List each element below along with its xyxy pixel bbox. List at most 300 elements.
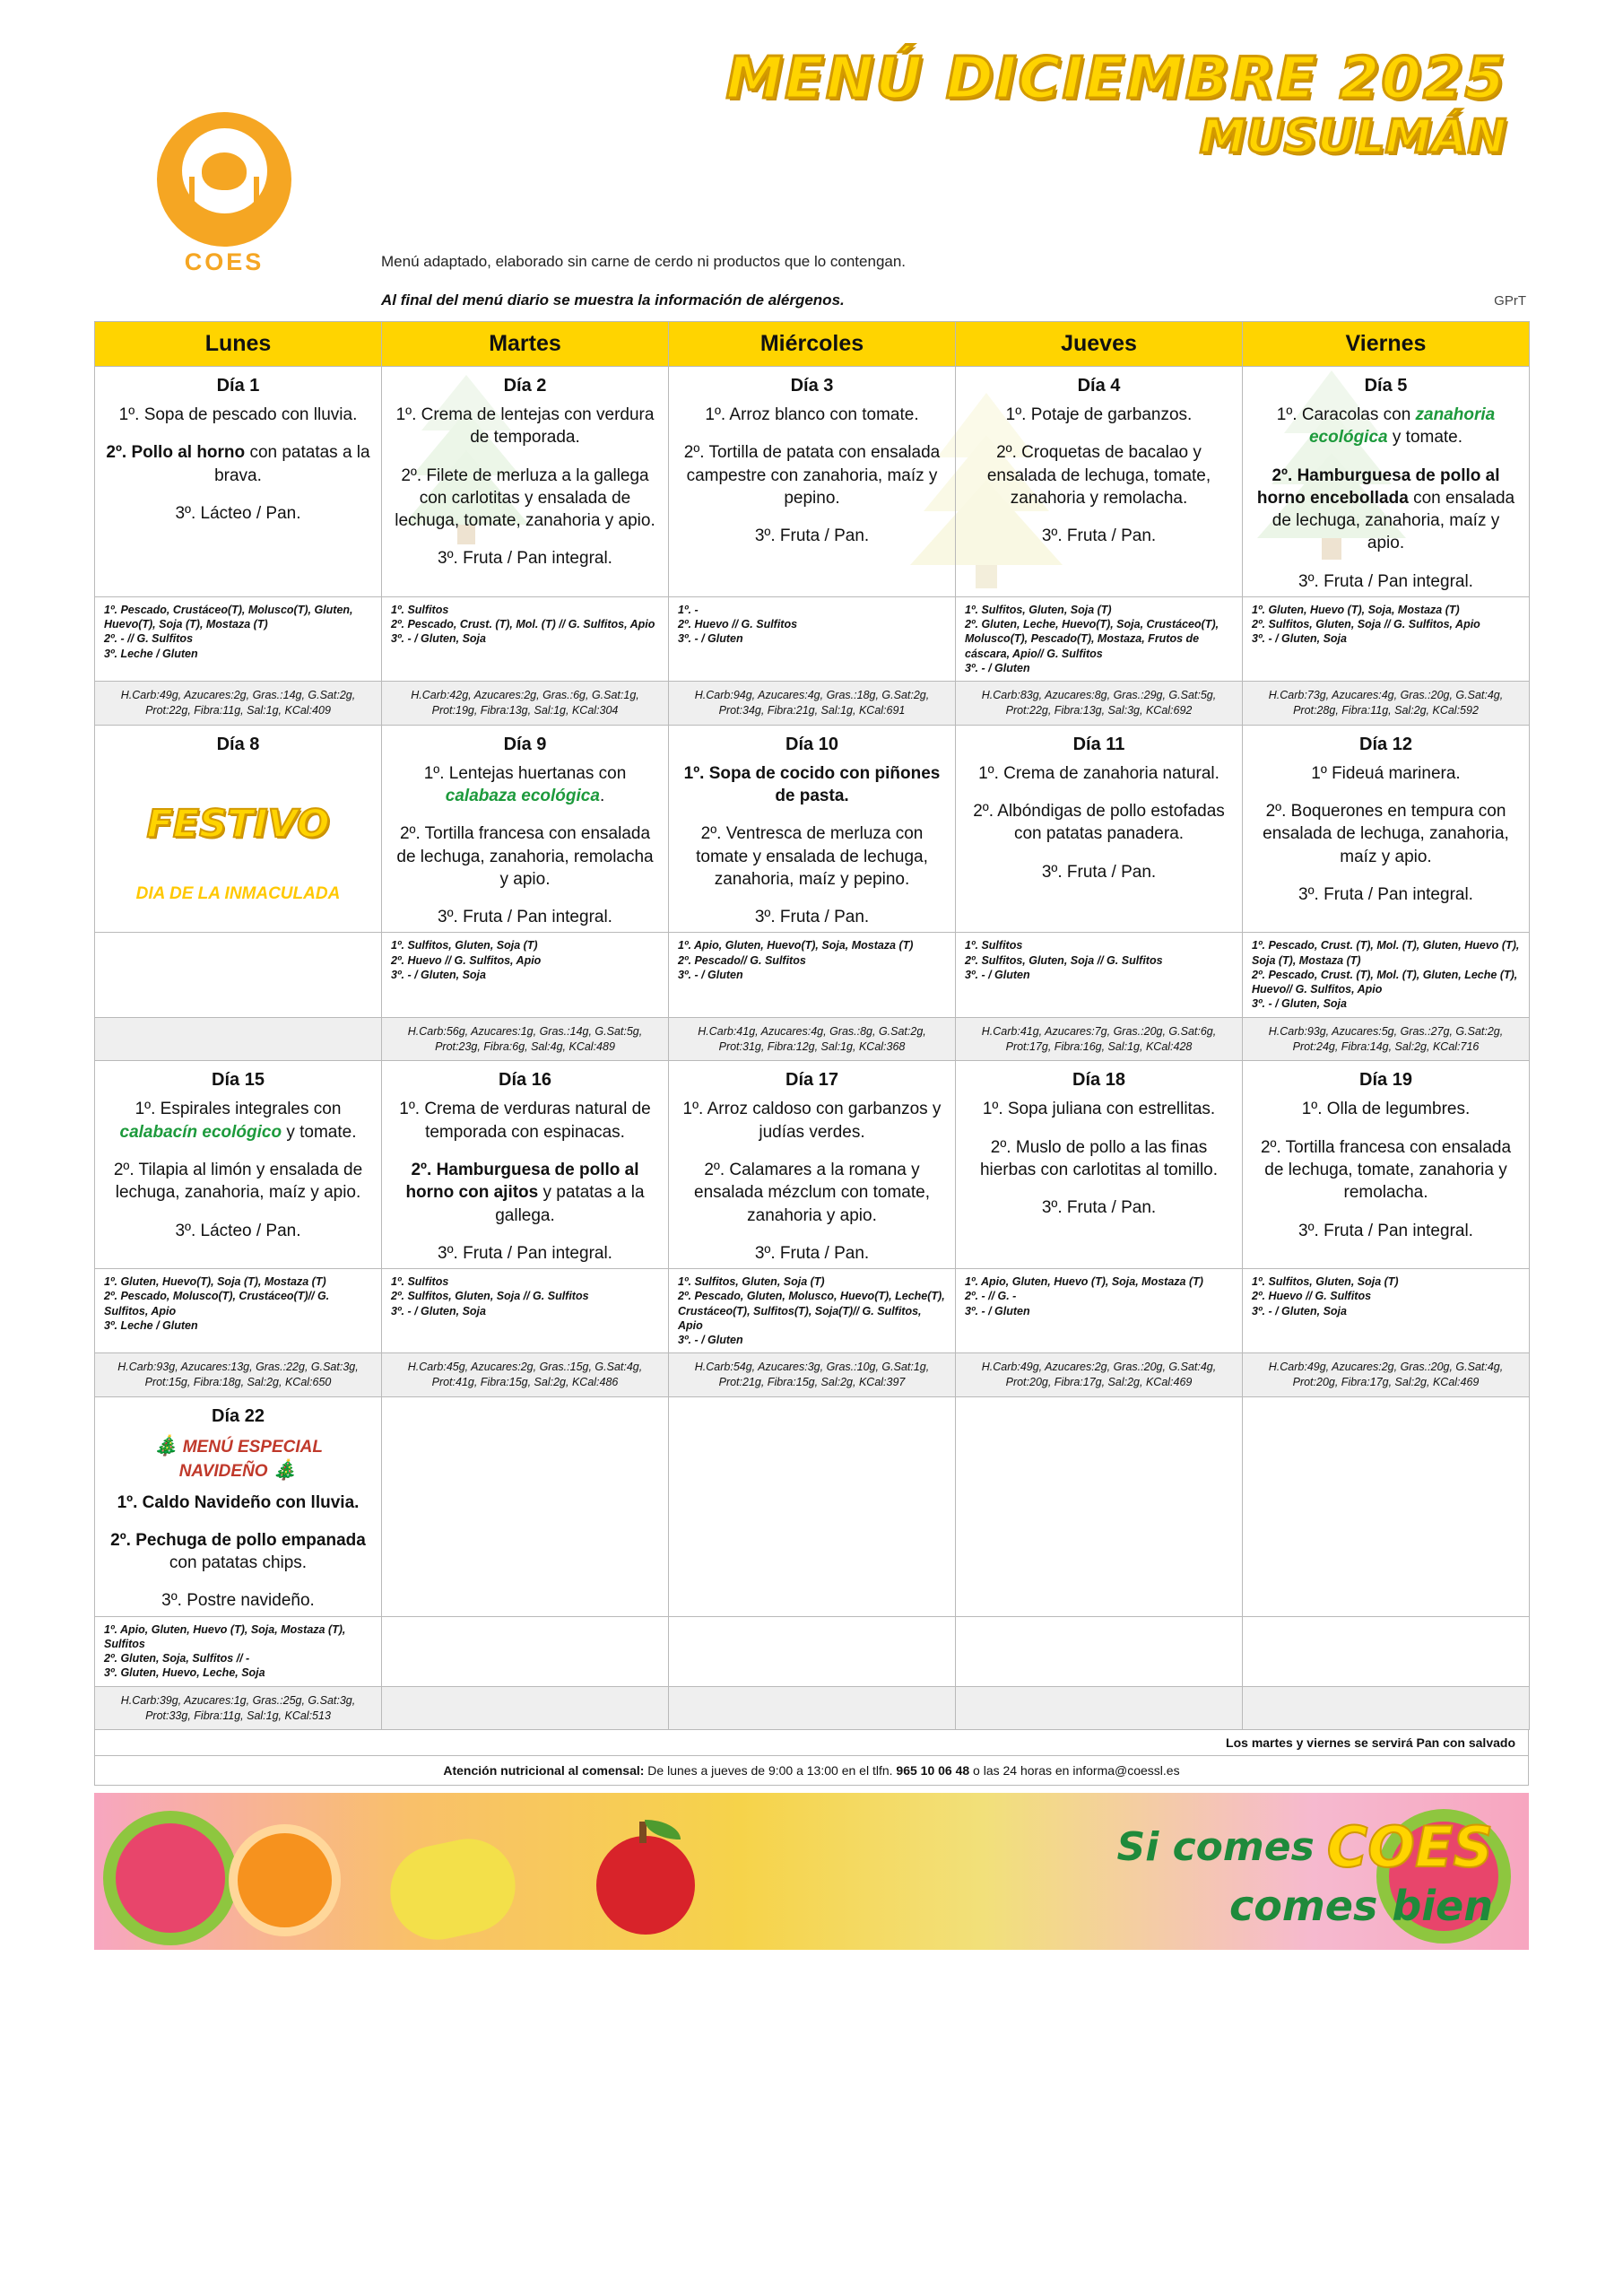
logo-circle xyxy=(157,112,291,247)
allergen-line: 2º. Huevo // G. Sulfitos xyxy=(1252,1290,1372,1303)
dish-emphasis: 2º. xyxy=(110,1530,136,1550)
day-number: Día 2 xyxy=(503,376,547,396)
allergen-cell xyxy=(669,933,956,1017)
nutrition-line: Prot:17g, Fibra:16g, Sal:1g, KCal:428 xyxy=(1005,1039,1193,1053)
allergen-line: 1º. Sulfitos xyxy=(965,939,1023,952)
allergen-line: 2º. Sulfitos, Gluten, Soja // G. Sulfitos xyxy=(965,953,1163,967)
holly-icon-2: 🎄 xyxy=(272,1457,298,1481)
dish-line xyxy=(106,404,370,426)
nutrition-cell xyxy=(95,1353,382,1397)
dish-line xyxy=(393,822,657,891)
dish-emphasis: 1º. Caldo Navideño con lluvia. xyxy=(117,1492,360,1512)
chef-face-icon xyxy=(202,152,247,190)
nutrition-cell xyxy=(956,1686,1243,1730)
nutrition-line: H.Carb:39g, Azucares:1g, Gras.:25g, G.Sat:3g, xyxy=(120,1693,356,1707)
day-cell xyxy=(1243,725,1530,933)
dish-text: con ensalada de lechuga, zanahoria, maíz y apio. xyxy=(1271,488,1515,553)
special-menu-title: 🎄 MENÚ ESPECIAL NAVIDEÑO 🎄 xyxy=(153,1434,323,1481)
allergen-line: 2º. Pescado, Crust. (T), Mol. (T), Gluten, Leche (T), Huevo// G. Sulfitos, Apio xyxy=(1252,968,1518,996)
allergen-cell xyxy=(95,1616,382,1686)
day-number: Día 22 xyxy=(212,1406,265,1427)
allergen-line: 2º. Pescado, Crust. (T), Mol. (T) // G. Sulfitos, Apio xyxy=(391,618,655,631)
dish-text: . xyxy=(599,787,605,806)
nutrition-line: H.Carb:83g, Azucares:8g, Gras.:29g, G.Sat:5g, xyxy=(981,689,1217,702)
day-cell xyxy=(956,725,1243,933)
nutrition-row xyxy=(95,1686,1530,1730)
dish-line xyxy=(1254,800,1518,868)
page-title: MENÚ DICIEMBRE 2025 xyxy=(725,46,1506,112)
dish-emphasis: 2º. xyxy=(106,443,132,463)
nutrition-line: Prot:19g, Fibra:13g, Sal:1g, KCal:304 xyxy=(431,703,619,717)
day-number: Día 4 xyxy=(1077,376,1121,396)
day-number: Día 16 xyxy=(499,1070,551,1091)
dish-text: 3º. Fruta / Pan integral. xyxy=(438,549,612,569)
allergen-cell xyxy=(1243,1616,1530,1686)
allergen-cell xyxy=(382,1269,669,1353)
nutrition-cell xyxy=(669,1017,956,1061)
allergen-line: 3º. - / Gluten xyxy=(965,661,1030,674)
nutrition-line: Prot:33g, Fibra:11g, Sal:1g, KCal:513 xyxy=(145,1709,331,1722)
allergen-cell xyxy=(382,1616,669,1686)
day-number: Día 8 xyxy=(216,734,260,754)
allergen-line: 2º. Huevo // G. Sulfitos xyxy=(678,618,798,631)
allergen-cell xyxy=(669,1269,956,1353)
dish-line xyxy=(680,404,944,426)
day-number: Día 18 xyxy=(1072,1070,1125,1091)
dish-line xyxy=(393,404,657,449)
dish-line xyxy=(1254,465,1518,555)
dish-emphasis: 2º. xyxy=(1271,465,1298,485)
dish-line xyxy=(967,1098,1231,1120)
dish-line xyxy=(393,762,657,808)
allergen-line: 2º. Gluten, Soja, Sulfitos // - xyxy=(104,1652,250,1665)
nutrition-line: Prot:31g, Fibra:12g, Sal:1g, KCal:368 xyxy=(718,1039,906,1053)
allergen-line: 1º. Sulfitos xyxy=(391,1275,449,1289)
nutrition-contact xyxy=(94,1756,1529,1786)
nutrition-line: H.Carb:49g, Azucares:2g, Gras.:14g, G.Sat:2g, xyxy=(120,689,356,702)
dish-emphasis: Hamburguesa de pollo al horno con ajitos xyxy=(405,1160,639,1203)
dish-text: 1º. Crema de lentejas con verdura de temporada. xyxy=(395,405,655,448)
dish-line xyxy=(680,441,944,509)
banner-line1-a: Si comes xyxy=(1116,1824,1315,1870)
nutrition-cell xyxy=(1243,1017,1530,1061)
dish-text: 2º. Croquetas de bacalao y ensalada de lechuga, tomate, zanahoria y remolacha. xyxy=(986,443,1211,508)
allergen-line: 1º. Sulfitos xyxy=(391,603,449,616)
day-cell xyxy=(382,725,669,933)
day-cell xyxy=(382,1061,669,1269)
allergen-cell xyxy=(1243,933,1530,1017)
allergen-line: 1º. Sulfitos, Gluten, Soja (T) xyxy=(678,1275,825,1289)
allergen-line: 1º. - xyxy=(678,603,699,616)
nutrition-line: H.Carb:93g, Azucares:5g, Gras.:27g, G.Sat:2g, xyxy=(1268,1024,1504,1038)
dish-line xyxy=(967,800,1231,846)
dish-line xyxy=(106,1589,370,1612)
week-row xyxy=(95,367,1530,597)
dish-line xyxy=(393,1159,657,1227)
allergen-line: 1º. Gluten, Huevo (T), Soja, Mostaza (T) xyxy=(1252,603,1460,616)
nutrition-line: Prot:41g, Fibra:15g, Sal:2g, KCal:486 xyxy=(431,1376,619,1389)
day-number: Día 15 xyxy=(212,1070,265,1091)
allergen-line: 3º. - / Gluten, Soja xyxy=(391,968,486,981)
dish-text: 3º. Fruta / Pan. xyxy=(754,1243,870,1263)
day-cell xyxy=(669,1397,956,1617)
allergen-line: 2º. Pescado, Molusco(T), Crustáceo(T)// G. Sulfitos, Apio xyxy=(104,1290,330,1318)
eco-highlight: calabaza ecológica xyxy=(445,787,600,806)
dish-text: 3º. Fruta / Pan integral. xyxy=(438,908,612,927)
day-cell xyxy=(1243,1061,1530,1269)
allergen-line: 3º. Leche / Gluten xyxy=(104,647,198,660)
eco-highlight: zanahoria ecológica xyxy=(1308,405,1496,448)
allergen-line: 3º. Leche / Gluten xyxy=(104,1318,198,1332)
nutrition-cell xyxy=(382,682,669,726)
dish-text: 3º. Fruta / Pan integral. xyxy=(1298,884,1473,904)
contact-email[interactable]: informa@coessl.es xyxy=(1072,1763,1180,1778)
dish-line xyxy=(106,1220,370,1242)
allergen-line: 3º. - / Gluten xyxy=(965,968,1030,981)
dish-emphasis: 2º. xyxy=(411,1160,437,1179)
dish-line xyxy=(1254,1136,1518,1205)
fork-icon xyxy=(189,177,195,213)
nutrition-line: H.Carb:56g, Azucares:1g, Gras.:14g, G.Sat:5g, xyxy=(407,1024,643,1038)
dish-line xyxy=(1254,1098,1518,1120)
dish-text: 2º. Tilapia al limón y ensalada de lechuga, zanahoria, maíz y apio. xyxy=(113,1160,363,1203)
allergen-cell xyxy=(382,596,669,681)
allergen-line: 3º. - / Gluten xyxy=(965,1304,1030,1318)
allergen-cell xyxy=(669,596,956,681)
day-cell xyxy=(1243,367,1530,597)
dish-line xyxy=(1254,404,1518,449)
dish-text: 1º. Sopa de pescado con lluvia. xyxy=(118,405,358,424)
nutrition-line: H.Carb:42g, Azucares:2g, Gras.:6g, G.Sat:1g, xyxy=(411,689,639,702)
nutrition-cell xyxy=(1243,682,1530,726)
nutrition-line: H.Carb:41g, Azucares:4g, Gras.:8g, G.Sat:2g, xyxy=(698,1024,926,1038)
dish-line xyxy=(393,547,657,570)
bread-note: Los martes y viernes se servirá Pan con salvado xyxy=(94,1730,1529,1756)
allergen-line: 1º. Pescado, Crust. (T), Mol. (T), Gluten, Huevo (T), Soja (T), Mostaza (T) xyxy=(1252,939,1520,967)
banner-text xyxy=(1117,1814,1494,1930)
nutrition-line: H.Carb:93g, Azucares:13g, Gras.:22g, G.Sat:3g, xyxy=(117,1361,359,1374)
week-row xyxy=(95,725,1530,933)
allergen-line: 3º. - / Gluten xyxy=(678,1334,743,1347)
nutrition-cell xyxy=(382,1353,669,1397)
dish-emphasis: Pechuga de pollo empanada xyxy=(135,1530,366,1550)
nutrition-row xyxy=(95,682,1530,726)
banner-line2: comes bien xyxy=(1228,1882,1493,1930)
allergen-line: 1º. Sulfitos, Gluten, Soja (T) xyxy=(391,939,538,952)
allergen-line: 2º. Sulfitos, Gluten, Soja // G. Sulfitos xyxy=(391,1290,589,1303)
week-row xyxy=(95,1061,1530,1269)
allergen-row xyxy=(95,1269,1530,1353)
nutrition-line: Prot:28g, Fibra:11g, Sal:2g, KCal:592 xyxy=(1293,703,1479,717)
dish-text: 3º. Fruta / Pan integral. xyxy=(438,1243,612,1263)
contact-label: Atención nutricional al comensal: xyxy=(443,1763,645,1778)
gprt-code: GPrT xyxy=(1494,293,1526,309)
allergen-cell xyxy=(95,596,382,681)
dish-line xyxy=(680,1242,944,1265)
note-allergens: Al final del menú diario se muestra la información de alérgenos. xyxy=(381,291,845,309)
lemon-icon xyxy=(382,1831,525,1949)
contact-phone: 965 10 06 48 xyxy=(896,1763,970,1778)
allergen-cell xyxy=(956,933,1243,1017)
nutrition-line: Prot:20g, Fibra:17g, Sal:2g, KCal:469 xyxy=(1005,1376,1193,1389)
nutrition-cell xyxy=(1243,1686,1530,1730)
dish-line xyxy=(967,441,1231,509)
allergen-line: 1º. Sulfitos, Gluten, Soja (T) xyxy=(1252,1275,1399,1289)
dish-line xyxy=(967,525,1231,547)
dish-emphasis: 1º. Sopa de cocido con piñones de pasta. xyxy=(683,763,941,806)
dish-line xyxy=(967,404,1231,426)
dish-text: 2º. Muslo de pollo a las finas hierbas con carlotitas al tomillo. xyxy=(979,1137,1219,1179)
coes-logo xyxy=(157,112,314,275)
dish-text: 3º. Fruta / Pan integral. xyxy=(1298,1221,1473,1240)
allergen-line: 2º. - // G. - xyxy=(965,1290,1017,1303)
nutrition-cell xyxy=(669,682,956,726)
nutrition-cell xyxy=(1243,1353,1530,1397)
dish-text: 2º. Ventresca de merluza con tomate y ensalada de lechuga, zanahoria, maíz y pepino. xyxy=(696,824,928,889)
dish-text: 3º. Fruta / Pan. xyxy=(754,526,870,546)
allergen-row xyxy=(95,596,1530,681)
dish-text: 2º. Boquerones en tempura con ensalada de lechuga, zanahoria, maíz y apio. xyxy=(1263,802,1509,866)
dish-text: 2º. Calamares a la romana y ensalada mézclum con tomate, zanahoria y apio. xyxy=(694,1160,930,1225)
dish-line xyxy=(106,1492,370,1514)
dish-line xyxy=(106,502,370,525)
dish-text: 1º. Potaje de garbanzos. xyxy=(1005,405,1193,424)
nutrition-line: H.Carb:54g, Azucares:3g, Gras.:10g, G.Sat:1g, xyxy=(694,1361,930,1374)
dish-line xyxy=(680,762,944,808)
dish-line xyxy=(106,441,370,487)
nutrition-cell xyxy=(669,1353,956,1397)
allergen-cell xyxy=(95,1269,382,1353)
dish-line xyxy=(967,861,1231,883)
dish-line xyxy=(106,1529,370,1575)
allergen-line: 3º. - / Gluten xyxy=(678,968,743,981)
day-cell xyxy=(382,1397,669,1617)
dish-text: 1º. Lentejas huertanas con xyxy=(423,763,627,783)
allergen-line: 1º. Apio, Gluten, Huevo (T), Soja, Mostaza (T) xyxy=(965,1275,1203,1289)
orange-icon xyxy=(229,1824,341,1936)
dish-text: 1º. Sopa juliana con estrellitas. xyxy=(982,1100,1216,1119)
dish-line xyxy=(680,525,944,547)
dish-line xyxy=(967,762,1231,785)
day-cell xyxy=(95,367,382,597)
allergen-cell xyxy=(95,933,382,1017)
allergen-line: 2º. Sulfitos, Gluten, Soja // G. Sulfitos, Apio xyxy=(1252,618,1480,631)
allergen-line: 3º. - / Gluten, Soja xyxy=(1252,997,1347,1011)
day-number: Día 5 xyxy=(1364,376,1408,396)
dish-line xyxy=(1254,1220,1518,1242)
dish-text: 1º Fideuá marinera. xyxy=(1311,763,1461,783)
dish-line xyxy=(680,822,944,891)
allergen-line: 3º. - / Gluten, Soja xyxy=(1252,1304,1347,1318)
dish-text: 3º. Fruta / Pan. xyxy=(1041,862,1157,882)
dish-text: 2º. Albóndigas de pollo estofadas con patatas panadera. xyxy=(973,802,1225,844)
day-cell xyxy=(669,725,956,933)
dish-text: 3º. Postre navideño. xyxy=(161,1591,315,1611)
dish-line xyxy=(106,1098,370,1144)
nutrition-line: Prot:23g, Fibra:6g, Sal:4g, KCal:489 xyxy=(435,1039,615,1053)
dish-line xyxy=(967,1136,1231,1182)
nutrition-line: Prot:15g, Fibra:18g, Sal:2g, KCal:650 xyxy=(144,1376,332,1389)
nutrition-line: Prot:22g, Fibra:11g, Sal:1g, KCal:409 xyxy=(145,703,331,717)
dish-text: 1º. Crema de verduras natural de temporada con espinacas. xyxy=(399,1100,651,1142)
column-header-jueves: Jueves xyxy=(956,322,1243,367)
day-cell xyxy=(1243,1397,1530,1617)
column-header-miercoles: Miércoles xyxy=(669,322,956,367)
dish-text: 1º. Espirales integrales con xyxy=(135,1100,342,1119)
allergen-line: 1º. Pescado, Crustáceo(T), Molusco(T), Gluten, Huevo(T), Soja (T), Mostaza (T) xyxy=(104,603,353,631)
nutrition-cell xyxy=(382,1017,669,1061)
nutrition-line: H.Carb:94g, Azucares:4g, Gras.:18g, G.Sat:2g, xyxy=(694,689,930,702)
dish-text: 2º. Filete de merluza a la gallega con carlotitas y ensalada de lechuga, tomate, zanahoria y apio. xyxy=(395,465,655,531)
nutrition-line: Prot:20g, Fibra:17g, Sal:2g, KCal:469 xyxy=(1292,1376,1480,1389)
day-cell xyxy=(95,725,382,933)
dish-line xyxy=(680,1159,944,1227)
allergen-line: 2º. Gluten, Leche, Huevo(T), Soja, Crustáceo(T), Molusco(T), Pescado(T), Mostaza, Frutos de cáscara, Apio// G. Sulfitos xyxy=(965,618,1219,660)
dish-text: 2º. Tortilla francesa con ensalada de lechuga, tomate, zanahoria y remolacha. xyxy=(1260,1137,1512,1203)
dish-text: 2º. Tortilla francesa con ensalada de lechuga, zanahoria, remolacha y apio. xyxy=(396,824,654,889)
allergen-line: 3º. - / Gluten xyxy=(678,632,743,646)
nutrition-cell xyxy=(669,1686,956,1730)
allergen-line: 3º. - / Gluten, Soja xyxy=(391,1304,486,1318)
allergen-row xyxy=(95,1616,1530,1686)
nutrition-cell xyxy=(956,682,1243,726)
logo-text: COES xyxy=(184,248,265,275)
dish-line xyxy=(967,1196,1231,1219)
allergen-line: 2º. - // G. Sulfitos xyxy=(104,632,194,646)
allergen-cell xyxy=(956,596,1243,681)
nutrition-cell xyxy=(956,1353,1243,1397)
dish-text: 1º. Arroz blanco con tomate. xyxy=(705,405,919,424)
day-cell xyxy=(669,367,956,597)
day-number: Día 1 xyxy=(216,376,260,396)
day-cell xyxy=(669,1061,956,1269)
dish-line xyxy=(106,1159,370,1205)
dish-text: 1º. Olla de legumbres. xyxy=(1301,1100,1471,1119)
nutrition-cell xyxy=(95,1017,382,1061)
nutrition-line: H.Carb:73g, Azucares:4g, Gras.:20g, G.Sat:4g, xyxy=(1268,689,1504,702)
nutrition-line: H.Carb:45g, Azucares:2g, Gras.:15g, G.Sat:4g, xyxy=(407,1361,643,1374)
dish-text: 3º. Lácteo / Pan. xyxy=(175,1221,301,1240)
table-header-row xyxy=(95,322,1530,367)
allergen-line: 1º. Gluten, Huevo(T), Soja (T), Mostaza (T) xyxy=(104,1275,326,1289)
dish-text: y patatas a la gallega. xyxy=(495,1183,645,1225)
week-row xyxy=(95,1397,1530,1617)
dish-text: 3º. Fruta / Pan integral. xyxy=(1298,571,1473,591)
dish-line xyxy=(393,1242,657,1265)
dish-text: con patatas chips. xyxy=(169,1553,308,1573)
allergen-cell xyxy=(956,1269,1243,1353)
day-number: Día 9 xyxy=(503,734,547,754)
dish-text: 1º. Caracolas con xyxy=(1276,405,1416,424)
nutrition-line: Prot:21g, Fibra:15g, Sal:2g, KCal:397 xyxy=(718,1376,906,1389)
allergen-line: 2º. Huevo // G. Sulfitos, Apio xyxy=(391,953,542,967)
banner-line1-b: COES xyxy=(1326,1814,1493,1880)
apple-icon xyxy=(596,1836,695,1935)
watermelon-icon xyxy=(103,1811,238,1945)
allergen-line: 1º. Sulfitos, Gluten, Soja (T) xyxy=(965,603,1112,616)
dish-line xyxy=(393,906,657,928)
allergen-line: 1º. Apio, Gluten, Huevo (T), Soja, Mostaza (T), Sulfitos xyxy=(104,1622,346,1650)
nutrition-line: H.Carb:49g, Azucares:2g, Gras.:20g, G.Sat:4g, xyxy=(1268,1361,1504,1374)
table-body xyxy=(95,367,1530,1730)
day-number: Día 12 xyxy=(1359,734,1412,754)
dish-text: 3º. Lácteo / Pan. xyxy=(175,503,301,523)
day-cell xyxy=(956,1397,1243,1617)
dish-text: 3º. Fruta / Pan. xyxy=(1041,526,1157,546)
nutrition-line: Prot:24g, Fibra:14g, Sal:2g, KCal:716 xyxy=(1292,1039,1480,1053)
nutrition-row xyxy=(95,1017,1530,1061)
day-cell xyxy=(95,1397,382,1617)
nutrition-row xyxy=(95,1353,1530,1397)
dish-line xyxy=(393,1098,657,1144)
dish-text: con patatas a la brava. xyxy=(214,443,370,485)
eco-highlight: calabacín ecológico xyxy=(119,1122,282,1142)
page-subtitle: MUSULMÁN xyxy=(1199,110,1506,165)
allergen-line: 2º. Pescado, Gluten, Molusco, Huevo(T), Leche(T), Crustáceo(T), Sulfitos(T), Soja(T)// G. Sulfitos, Apio xyxy=(678,1290,945,1332)
dish-text: y tomate. xyxy=(282,1122,357,1142)
dish-line xyxy=(393,465,657,533)
day-number: Día 11 xyxy=(1072,734,1125,754)
dish-line xyxy=(1254,570,1518,593)
day-number: Día 10 xyxy=(785,734,838,754)
dish-text: 1º. Crema de zanahoria natural. xyxy=(978,763,1219,783)
knife-icon xyxy=(254,177,259,213)
dish-text: y tomate. xyxy=(1387,428,1463,448)
dish-text: 2º. Tortilla de patata con ensalada campestre con zanahoria, maíz y pepino. xyxy=(683,443,941,508)
allergen-line: 2º. Pescado// G. Sulfitos xyxy=(678,953,806,967)
dish-line xyxy=(1254,762,1518,785)
day-number: Día 19 xyxy=(1359,1070,1412,1091)
allergen-cell xyxy=(669,1616,956,1686)
festivo-label: FESTIVO xyxy=(146,801,330,847)
dish-line xyxy=(1254,883,1518,906)
nutrition-line: Prot:22g, Fibra:13g, Sal:3g, KCal:692 xyxy=(1005,703,1193,717)
dish-text: 3º. Fruta / Pan. xyxy=(754,908,870,927)
column-header-martes: Martes xyxy=(382,322,669,367)
festivo-sublabel: DIA DE LA INMACULADA xyxy=(135,883,341,903)
note-pork-free: Menú adaptado, elaborado sin carne de cerdo ni productos que lo contengan. xyxy=(381,253,907,270)
day-number: Día 17 xyxy=(785,1070,838,1091)
allergen-line: 3º. - / Gluten, Soja xyxy=(1252,632,1347,646)
day-cell xyxy=(95,1061,382,1269)
allergen-cell xyxy=(1243,596,1530,681)
holly-icon: 🎄 xyxy=(153,1434,178,1457)
nutrition-cell xyxy=(382,1686,669,1730)
day-number: Día 3 xyxy=(790,376,834,396)
nutrition-line: H.Carb:49g, Azucares:2g, Gras.:20g, G.Sat:4g, xyxy=(981,1361,1217,1374)
nutrition-cell xyxy=(956,1017,1243,1061)
dish-line xyxy=(680,906,944,928)
allergen-line: 3º. - / Gluten, Soja xyxy=(391,632,486,646)
allergen-line: 1º. Apio, Gluten, Huevo(T), Soja, Mostaza (T) xyxy=(678,939,914,952)
day-cell xyxy=(382,367,669,597)
nutrition-line: H.Carb:41g, Azucares:7g, Gras.:20g, G.Sat:6g, xyxy=(981,1024,1217,1038)
column-header-viernes: Viernes xyxy=(1243,322,1530,367)
day-cell xyxy=(956,1061,1243,1269)
nutrition-cell xyxy=(95,682,382,726)
nutrition-line: Prot:34g, Fibra:21g, Sal:1g, KCal:691 xyxy=(718,703,906,717)
dish-text: 3º. Fruta / Pan. xyxy=(1041,1198,1157,1218)
nutrition-cell xyxy=(95,1686,382,1730)
day-cell xyxy=(956,367,1243,597)
dish-emphasis: Pollo al horno xyxy=(131,443,250,463)
allergen-cell xyxy=(382,933,669,1017)
footer-banner xyxy=(94,1793,1529,1950)
allergen-cell xyxy=(956,1616,1243,1686)
contact-text-2: o las 24 horas en xyxy=(969,1763,1073,1778)
allergen-cell xyxy=(1243,1269,1530,1353)
allergen-line: 3º. Gluten, Huevo, Leche, Soja xyxy=(104,1666,265,1680)
